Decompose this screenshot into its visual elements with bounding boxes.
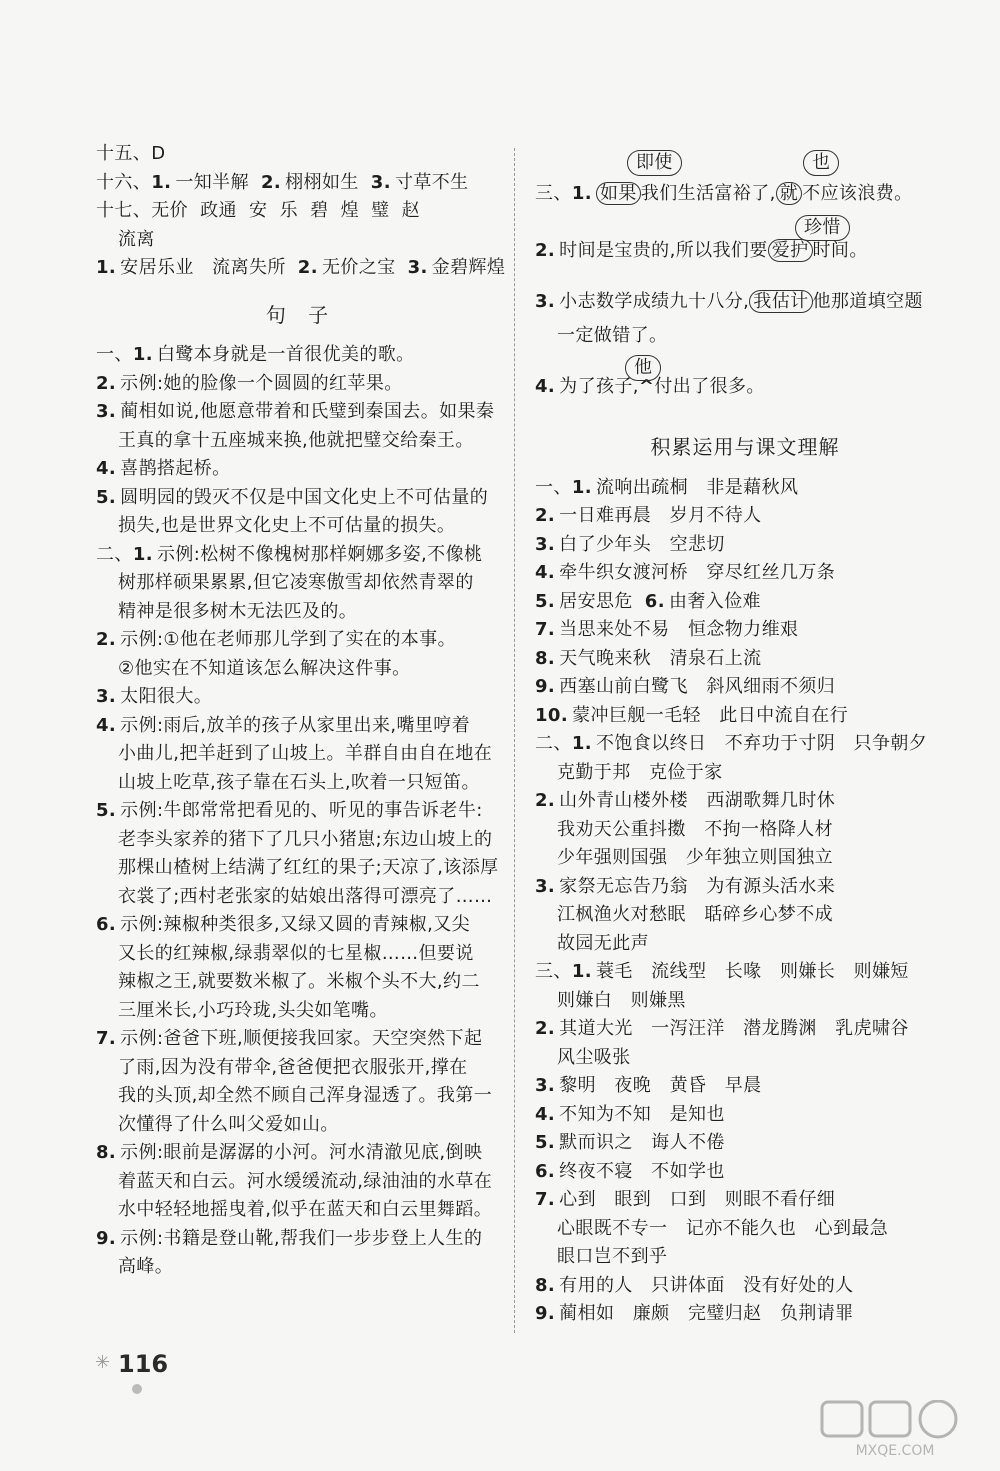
- answer-text: 示例:眼前是潺潺的小河。河水清澈见底,倒映: [120, 1142, 483, 1163]
- answer-text: 小曲儿,把羊赶到了山坡上。羊群自由自在地在: [118, 743, 493, 764]
- answer-text: 家祭无忘告乃翁 为有源头活水来: [559, 875, 836, 897]
- item-number: 1.: [571, 733, 592, 754]
- answer-text: 小志数学成绩九十八分,: [559, 291, 750, 312]
- answer-line: [96, 140, 506, 169]
- answer-text: 不饱食以终日 不弃功于寸阴 只争朝夕: [595, 733, 928, 754]
- answer-text: 示例:书籍是登山靴,帮我们一步步登上人生的: [120, 1227, 483, 1249]
- answer-line: [535, 1072, 955, 1101]
- item-number: 1.: [571, 961, 592, 982]
- correction-line: [535, 285, 955, 319]
- answer-line: [535, 1015, 955, 1044]
- item-number: 3.: [535, 1075, 556, 1096]
- answer-text: 克勤于邦 克俭于家: [557, 761, 723, 783]
- answer-line: [96, 1253, 506, 1282]
- answer-line: [535, 844, 955, 873]
- item-number: 5.: [96, 486, 117, 508]
- answer-text: 示例:辣椒种类很多,又绿又圆的青辣椒,又尖: [120, 914, 471, 935]
- item-number: 3.: [535, 875, 556, 897]
- answer-text: 居安思危: [559, 590, 633, 612]
- item-number: 4.: [96, 714, 117, 736]
- answer-text: 三厘米长,小巧玲珑,头尖如笔嘴。: [118, 999, 388, 1021]
- answer-text: 山外青山楼外楼 西湖歌舞几时休: [559, 790, 836, 811]
- answer-line: [96, 512, 506, 541]
- item-number: 1.: [132, 344, 153, 365]
- answer-line: [96, 254, 506, 283]
- answer-text: 示例:她的脸像一个圆圆的红苹果。: [120, 372, 403, 394]
- answer-line: [535, 730, 955, 759]
- answer-text: 辣椒之王,就要数米椒了。米椒个头不大,约二: [118, 971, 480, 992]
- answer-line: [535, 319, 955, 353]
- answer-text: 衣裳了;西村老张家的姑娘出落得可漂亮了……: [118, 885, 493, 907]
- answer-line: [96, 455, 506, 484]
- item-number: 4.: [535, 376, 556, 397]
- circled-word: 我估计: [749, 290, 812, 313]
- answer-text: 白了少年头 空悲切: [559, 533, 725, 555]
- answer-line: [535, 1215, 955, 1244]
- answer-line: [535, 930, 955, 959]
- answer-text: 牵牛织女渡河桥 穿尽红丝几万条: [559, 562, 836, 583]
- answer-text: 示例:牛郎常常把看见的、听见的事告诉老牛:: [120, 800, 483, 821]
- answer-text: 无价之宝: [321, 257, 396, 278]
- answer-text: 我的头顶,却全然不顾自己浑身湿透了。我第一: [118, 1085, 493, 1106]
- item-number: 4.: [96, 458, 117, 479]
- answer-text: 蓑毛 流线型 长喙 则嫌长 则嫌短: [595, 961, 909, 982]
- answer-line: [96, 1025, 506, 1054]
- item-number: 3.: [96, 401, 117, 422]
- answer-line: [96, 484, 506, 513]
- right-column: [535, 152, 955, 1329]
- insert-caret: ^: [638, 376, 655, 397]
- answer-text: 蔺相如说,他愿意带着和氏璧到秦国去。如果秦: [120, 401, 495, 422]
- item-number: 7.: [535, 619, 556, 640]
- item-number: 4.: [535, 1103, 556, 1125]
- watermark-text: MXQE.COM: [855, 1443, 935, 1459]
- answer-line: [96, 1054, 506, 1083]
- page-number: 116: [118, 1350, 169, 1378]
- answer-text: 一知半解: [175, 171, 249, 193]
- column-divider: [514, 148, 515, 1333]
- answer-line: [96, 826, 506, 855]
- answer-line: [96, 911, 506, 940]
- answer-line: [96, 569, 506, 598]
- correction-word: 也: [803, 150, 839, 176]
- answer-line: [96, 427, 506, 456]
- correction-line: [535, 359, 955, 415]
- answer-text: 心到 眼到 口到 则眼不看仔细: [559, 1189, 836, 1210]
- answer-line: [96, 1168, 506, 1197]
- answer-line: [96, 226, 506, 255]
- answer-line: [535, 987, 955, 1016]
- question-prefix: 三、: [535, 961, 572, 982]
- item-number: 2.: [535, 505, 556, 526]
- answer-line: [96, 1082, 506, 1111]
- answer-line: [96, 370, 506, 399]
- answer-text: 圆明园的毁灭不仅是中国文化史上不可估量的: [120, 486, 489, 508]
- answer-text: 蒙冲巨舰一毛轻 此日中流自在行: [572, 704, 849, 726]
- answer-line: [96, 197, 506, 226]
- question-prefix: 二、: [535, 733, 572, 754]
- answer-text: 太阳很大。: [120, 686, 213, 707]
- answer-line: [535, 588, 955, 617]
- answer-line: [535, 616, 955, 645]
- answer-text: 示例:①他在老师那儿学到了实在的本事。: [120, 629, 456, 650]
- answer-text: 着蓝天和白云。河水缓缓流动,绿油油的水草在: [118, 1170, 493, 1192]
- answer-line: [535, 1101, 955, 1130]
- answer-text: 王真的拿十五座城来换,他就把璧交给秦王。: [118, 429, 474, 451]
- answer-text: 次懂得了什么叫父爱如山。: [118, 1113, 339, 1135]
- answer-text: 其道大光 一泻汪洋 潜龙腾渊 乳虎啸谷: [559, 1018, 909, 1039]
- answer-line: [96, 1196, 506, 1225]
- answer-line: [535, 1300, 955, 1329]
- answer-text: 流响出疏桐 非是藉秋风: [595, 476, 799, 498]
- item-number: 6.: [535, 1160, 556, 1182]
- section-title: 积累运用与课文理解: [650, 435, 840, 459]
- answer-text: 喜鹊搭起桥。: [120, 458, 231, 479]
- answer-text: 蔺相如 廉颇 完璧归赵 负荆请罪: [559, 1303, 854, 1324]
- answer-line: [96, 883, 506, 912]
- question-prefix: 二、: [96, 543, 133, 565]
- answer-line: [96, 1139, 506, 1168]
- answer-text: 当思来处不易 恒念物力维艰: [559, 619, 799, 640]
- circled-word: 就: [776, 182, 802, 205]
- item-number: 3.: [370, 171, 391, 193]
- answer-text: 天气晚来秋 清泉石上流: [559, 647, 762, 669]
- item-number: 3.: [535, 533, 556, 555]
- answer-line: [96, 940, 506, 969]
- correction-line: [535, 217, 955, 281]
- answer-text: 终夜不寝 不如学也: [559, 1160, 725, 1182]
- answer-line: [535, 702, 955, 731]
- answer-line: [535, 1044, 955, 1073]
- answer-text: 一定做错了。: [557, 325, 668, 346]
- answer-line: [535, 1129, 955, 1158]
- item-number: 3.: [96, 686, 117, 707]
- answer-line: [535, 502, 955, 531]
- answer-line: [96, 169, 506, 198]
- answer-text: 损失,也是世界文化史上不可估量的损失。: [118, 515, 456, 536]
- answer-text: 付出了很多。: [654, 376, 765, 397]
- answer-line: [96, 797, 506, 826]
- watermark-logo: [820, 1400, 970, 1460]
- item-number: 6.: [644, 590, 665, 612]
- left-column: [96, 140, 506, 1282]
- item-number: 2.: [535, 240, 556, 261]
- item-number: 1.: [571, 183, 592, 204]
- answer-text: 了雨,因为没有带伞,爸爸便把衣服张开,撑在: [118, 1056, 468, 1078]
- item-number: 1.: [132, 543, 153, 565]
- answer-text: 示例:雨后,放羊的孩子从家里出来,嘴里哼着: [120, 714, 471, 736]
- answer-text: 时间是宝贵的,所以我们要: [559, 240, 768, 261]
- answer-text: 高峰。: [118, 1256, 174, 1277]
- answer-text: 流离: [118, 228, 155, 250]
- answer-line: [535, 559, 955, 588]
- item-number: 7.: [535, 1189, 556, 1210]
- answer-text: 他那道填空题: [812, 291, 923, 312]
- answer-line: [535, 531, 955, 560]
- item-number: 8.: [535, 1274, 556, 1296]
- answer-text: 示例:爸爸下班,顺便接我回家。天空突然下起: [120, 1028, 483, 1049]
- item-number: 2.: [96, 629, 117, 650]
- answer-text: 故园无此声: [557, 932, 649, 954]
- answer-text: 由奢入俭难: [668, 590, 761, 612]
- answer-text: 默而识之 诲人不倦: [559, 1132, 725, 1153]
- item-number: 5.: [535, 590, 556, 612]
- item-number: 2.: [535, 790, 556, 811]
- item-number: 2.: [260, 171, 282, 193]
- answer-text: 黎明 夜晚 黄昏 早晨: [559, 1075, 762, 1096]
- answer-text: 不应该浪费。: [802, 183, 913, 204]
- answer-line: [535, 474, 955, 503]
- answer-text: 金碧辉煌: [431, 257, 506, 278]
- correction-line: [535, 152, 955, 215]
- item-number: 4.: [535, 562, 556, 583]
- answer-line: [96, 626, 506, 655]
- answer-text: 寸草不生: [394, 171, 469, 193]
- item-number: 9.: [535, 676, 556, 697]
- item-number: 9.: [535, 1303, 556, 1324]
- answer-line: [96, 398, 506, 427]
- answer-text: 那棵山楂树上结满了红红的果子;天凉了,该添厚: [118, 857, 499, 878]
- answer-text: 又长的红辣椒,绿翡翠似的七星椒……但要说: [118, 942, 474, 964]
- item-number: 9.: [96, 1227, 117, 1249]
- answer-text: 我们生活富裕了,: [640, 183, 776, 204]
- item-number: 7.: [96, 1028, 117, 1049]
- answer-line: [96, 854, 506, 883]
- item-number: 8.: [96, 1142, 117, 1163]
- item-number: 1.: [96, 257, 117, 278]
- answer-line: [535, 1186, 955, 1215]
- answer-line: [535, 873, 955, 902]
- answer-line: [96, 712, 506, 741]
- decoration-dot: [132, 1384, 142, 1394]
- answer-line: [535, 901, 955, 930]
- item-number: 3.: [407, 257, 428, 278]
- item-number: 8.: [535, 647, 556, 669]
- item-number: 2.: [297, 257, 318, 278]
- answer-text: 白鹭本身就是一首很优美的歌。: [156, 344, 415, 365]
- answer-line: [535, 958, 955, 987]
- item-number: 10.: [535, 704, 569, 726]
- answer-text: 少年强则国强 少年独立则国独立: [557, 847, 833, 868]
- answer-text: ②他实在不知道该怎么解决这件事。: [118, 657, 411, 679]
- item-number: 5.: [96, 800, 117, 821]
- item-number: 5.: [535, 1132, 556, 1153]
- answer-line: [96, 1225, 506, 1254]
- item-number: 3.: [535, 291, 556, 312]
- answer-text: 我劝天公重抖擞 不拘一格降人材: [557, 818, 833, 840]
- answer-line: [96, 769, 506, 798]
- answer-line: [535, 645, 955, 674]
- item-number: 1.: [571, 476, 592, 498]
- item-number: 1.: [151, 171, 172, 193]
- answer-line: [535, 1243, 955, 1272]
- correction-word: 他: [625, 355, 661, 381]
- answer-line: [96, 968, 506, 997]
- answer-line: [96, 541, 506, 570]
- answer-text: 栩栩如生: [285, 171, 359, 193]
- circled-word: 如果: [596, 182, 641, 205]
- answer-text: 老李头家养的猪下了几只小猪崽;东边山坡上的: [118, 828, 493, 850]
- answer-line: [535, 673, 955, 702]
- answer-line: [96, 1111, 506, 1140]
- answer-line: [96, 655, 506, 684]
- answer-line: [96, 341, 506, 370]
- question-prefix: 一、: [535, 476, 572, 498]
- answer-text: 树那样硕果累累,但它凌寒傲雪却依然青翠的: [118, 572, 474, 593]
- answer-line: [535, 1158, 955, 1187]
- question-prefix: 三、: [535, 183, 572, 204]
- item-number: 2.: [535, 1018, 556, 1039]
- answer-line: [96, 598, 506, 627]
- answer-text: 心眼既不专一 记亦不能久也 心到最急: [557, 1217, 889, 1239]
- answer-line: [96, 997, 506, 1026]
- answer-text: 十七、无价 政通 安 乐 碧 煌 璧 赵: [96, 200, 421, 221]
- circled-word: 爱护: [768, 239, 813, 262]
- answer-text: 风尘吸张: [557, 1046, 631, 1068]
- answer-text: 则嫌白 则嫌黑: [557, 989, 686, 1011]
- answer-line: [535, 759, 955, 788]
- item-number: 2.: [96, 372, 117, 394]
- answer-text: 十五、D: [96, 143, 166, 164]
- answer-line: [96, 683, 506, 712]
- section-title: 句 子: [265, 302, 337, 327]
- answer-text: 安居乐业 流离失所: [120, 257, 286, 278]
- answer-text: 一日难再晨 岁月不待人: [559, 505, 762, 526]
- answer-text: 示例:松树不像槐树那样婀娜多姿,不像桃: [156, 543, 483, 565]
- answer-line: [535, 816, 955, 845]
- answer-text: 水中轻轻地摇曳着,似乎在蓝天和白云里舞蹈。: [118, 1199, 493, 1220]
- question-prefix: 一、: [96, 344, 133, 365]
- answer-text: 有用的人 只讲体面 没有好处的人: [559, 1274, 854, 1296]
- correction-word: 即使: [627, 150, 682, 176]
- answer-line: [535, 787, 955, 816]
- answer-line: [96, 740, 506, 769]
- answer-text: 精神是很多树木无法匹及的。: [118, 600, 358, 622]
- answer-text: 西塞山前白鹭飞 斜风细雨不须归: [559, 676, 836, 697]
- answer-text: 眼口岂不到乎: [557, 1246, 668, 1267]
- star-icon: ✳: [95, 1352, 111, 1373]
- answer-text: 为了孩子,: [559, 376, 639, 397]
- answer-text: 不知为不知 是知也: [559, 1103, 725, 1125]
- question-prefix: 十六、: [96, 171, 152, 193]
- correction-word: 珍惜: [795, 215, 850, 241]
- answer-text: 时间。: [812, 240, 868, 261]
- answer-text: 山坡上吃草,孩子靠在石头上,吹着一只短笛。: [118, 771, 480, 793]
- answer-text: 江枫渔火对愁眠 聒碎乡心梦不成: [557, 904, 833, 925]
- item-number: 6.: [96, 914, 117, 935]
- answer-line: [535, 1272, 955, 1301]
